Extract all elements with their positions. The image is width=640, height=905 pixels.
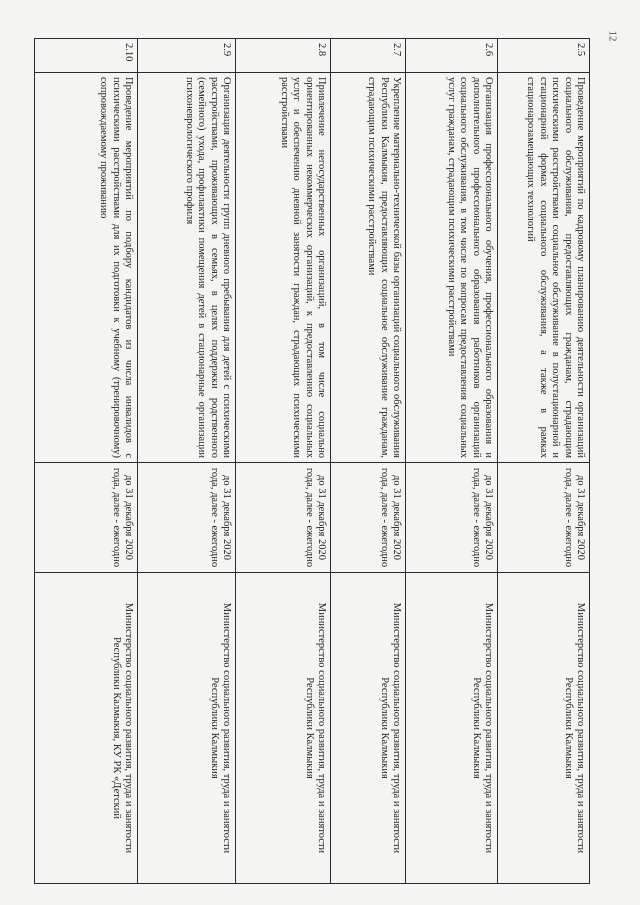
term-cell: до 31 декабря 2020 года, далее - ежегодно xyxy=(236,463,331,573)
measures-table xyxy=(34,38,590,884)
row-number: 2.5 xyxy=(498,39,590,73)
responsible-cell: Министерство социального развития, труда и занятости Республики Калмыкия, КУ РК «Детский xyxy=(35,573,138,884)
activity-cell: Проведение мероприятий по подбору кандидатов из числа инвалидов с психическими расстройствами для их подготовки к учебному (тренировочному) сопровождаемому проживанию xyxy=(35,73,138,463)
row-number: 2.7 xyxy=(331,39,406,73)
table-row xyxy=(331,39,406,884)
table-row xyxy=(498,39,590,884)
term-cell: до 31 декабря 2020 года, далее - ежегодно xyxy=(498,463,590,573)
responsible-cell: Министерство социального развития, труда и занятости Республики Калмыкия xyxy=(331,573,406,884)
rotated-table-container xyxy=(35,38,590,883)
term-cell: до 31 декабря 2020 года, далее - ежегодно xyxy=(138,463,236,573)
term-cell: до 31 декабря 2020 года, далее - ежегодно xyxy=(406,463,498,573)
row-number: 2.8 xyxy=(236,39,331,73)
row-number: 2.10 xyxy=(35,39,138,73)
responsible-cell: Министерство социального развития, труда и занятости Республики Калмыкия xyxy=(138,573,236,884)
row-number: 2.9 xyxy=(138,39,236,73)
table-row xyxy=(406,39,498,884)
row-number: 2.6 xyxy=(406,39,498,73)
responsible-cell: Министерство социального развития, труда и занятости Республики Калмыкия xyxy=(406,573,498,884)
activity-cell: Организация профессионального обучения, профессионального образования и дополнительного профессионального образования работников организаций социального обслуживания, в том числе по вопросам предоставления социальных услуг гражданам, страдающим психическими расстройствами xyxy=(406,73,498,463)
page-number: 12 xyxy=(606,30,619,42)
activity-cell: Проведение мероприятий по кадровому планированию деятельности организаций социального обслуживания, предоставляющих гражданам, страдающим психическими расстройствами социальное обслуживание в полустационарной и стационарной формах социального обслуживания, а также в рамках стационарозамещающих технологий xyxy=(498,73,590,463)
term-cell: до 31 декабря 2020 года, далее - ежегодно xyxy=(35,463,138,573)
table-row xyxy=(35,39,138,884)
term-cell: до 31 декабря 2020 года, далее - ежегодно xyxy=(331,463,406,573)
activity-cell: Организация деятельности групп дневного пребывания для детей с психическими расстройствами, проживающих в семьях, в целях поддержки родственного (семейного) ухода, профилактики помещения детей в стационарные организации психоневрологического профиля xyxy=(138,73,236,463)
table-row xyxy=(138,39,236,884)
table-row xyxy=(236,39,331,884)
responsible-cell: Министерство социального развития, труда и занятости Республики Калмыкия xyxy=(236,573,331,884)
activity-cell: Привлечение негосударственных организаций, в том числе социально ориентированных некоммерческих организаций, к предоставлению социальных услуг и обеспечению дневной занятости граждан, страдающих психическими расстройствами xyxy=(236,73,331,463)
responsible-cell: Министерство социального развития, труда и занятости Республики Калмыкия xyxy=(498,573,590,884)
activity-cell: Укрепление материально-технической базы организаций социального обслуживания Республики Калмыкия, предоставляющих социальное обслуживание гражданам, страдающим психическими расстройствами xyxy=(331,73,406,463)
